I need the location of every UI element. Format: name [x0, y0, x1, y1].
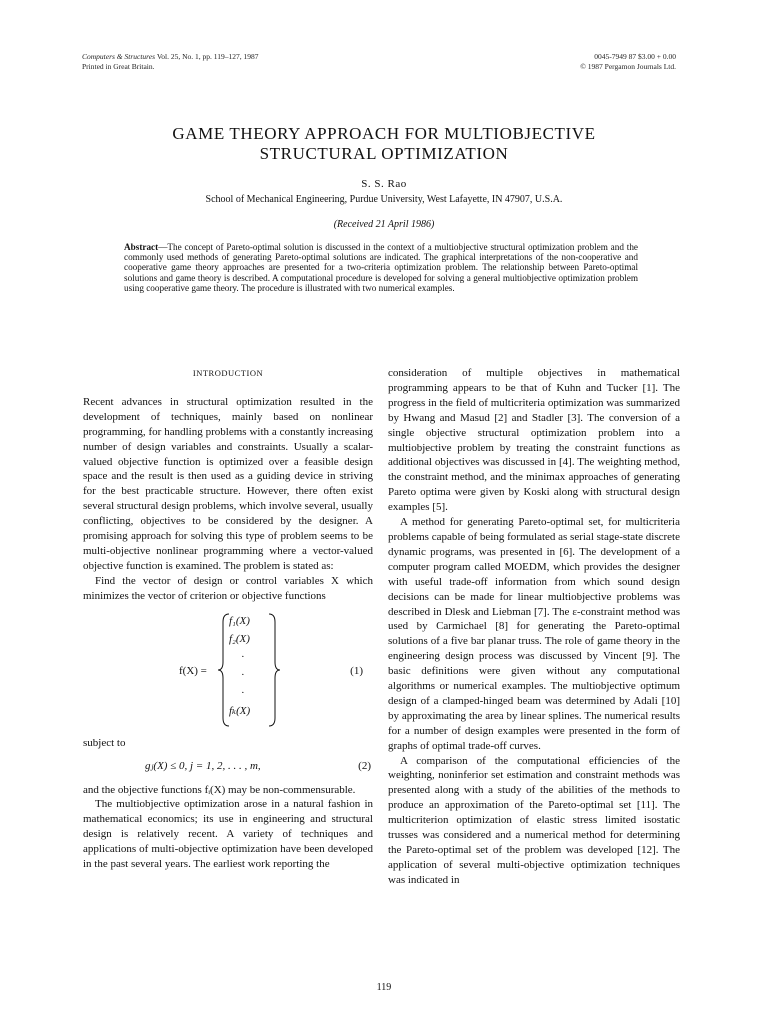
left-paragraph-3: and the objective functions fᵢ(X) may be non-commensurable. [83, 783, 356, 796]
printed-note: Printed in Great Britain. [82, 61, 155, 71]
received-text: (Received 21 April 1986) [333, 219, 435, 230]
equation-1-vector [229, 614, 265, 718]
paper-title [0, 124, 768, 164]
right-paragraph-3: A comparison of the computational efficiencies of the weighting, noninferior set estimation and constraint methods was presented along with a study of the abilities of the methods to produce an approximation of the Pareto-optimal set [11]. The multicriterion optimization of elastic stress limited isostatic trusses was considered and a numerical method for determining the Pareto-optimal set of the problem was developed [12]. The application of several multi-objective optimization techniques was indicated in [388, 754, 680, 886]
left-paragraph-2: Find the vector of design or control variables X which minimizes the vector of criterion or objective functions [83, 574, 373, 602]
vector-entry-2: f₂(X) [229, 632, 250, 645]
right-paragraph-1: consideration of multiple objectives in mathematical programming appears to be that of Kuhn and Tucker [1]. The progress in the field of multicriteria optimization was summarized by Hwang and Masud [2] and Stadler [3]. The conversion of a single objective structural optimization problem into a multiobjective problem by treating the constraint functions as additional objectives was discussed in [4]. The weighting method, the constraint method, and the minimax approaches of generating Pareto optima were given by Koski along with structural design examples [5]. [388, 367, 680, 514]
abstract-text: —The concept of Pareto-optimal solution is discussed in the context of a multiobjective structural optimization problem and the commonly used methods of generating Pareto-optimal solutions are indicated. The graphical interpretations of the non-cooperative and cooperative game theory approaches are presented for a two-criteria optimization problem. The relationship between Pareto-optimal solutions and game theory is described. A computational procedure is developed for solving a general multiobjective optimization problem using cooperative game theory. The procedure is illustrated with two numerical examples. [124, 242, 638, 293]
equation-2-number: (2) [358, 759, 371, 772]
equation-2-text: gⱼ(X) ≤ 0, j = 1, 2, . . . , m, [145, 759, 261, 772]
title-line-1: GAME THEORY APPROACH FOR MULTIOBJECTIVE [172, 124, 596, 143]
equation-1-number: (1) [350, 664, 363, 677]
subject-to-label: subject to [83, 736, 126, 749]
author-affiliation: School of Mechanical Engineering, Purdue University, West Lafayette, IN 47907, U.S.A. [205, 194, 563, 205]
equation-1 [83, 612, 373, 730]
equation-2-body [145, 759, 261, 774]
page-number: 119 [376, 982, 392, 993]
right-paragraph-2: A method for generating Pareto-optimal set, for multicriteria problems capable of being formulated as serial stage-state discrete dynamic programs, was presented in [6]. The development of a computer program called MOEDM, which provides the designer with useful trade-off information from which sound design decisions can be made for linear multiobjective problems was described in Dlesk and Liebman [7]. The ε-constraint method was used by Carmichael [8] for generating the Pareto-optimal solutions of a five bar planar truss. The role of game theory in the engineering design process was discussed by Vincent [9]. The basic definitions were given without any computational algorithms or numerical examples. The multiobjective optimum design of a clamped-hinged beam was determined by Adali [10] by approximating the area by linear splines. The numerical results for a number of design examples were presented in the form of graphs of optimal trade-off curves. [388, 516, 680, 752]
vector-entry-4: · [241, 668, 245, 681]
abstract [124, 242, 638, 293]
journal-header-left [82, 52, 258, 71]
vector-entry-1: f₁(X) [229, 614, 250, 627]
left-column [83, 366, 373, 872]
left-paragraph-1: Recent advances in structural optimization resulted in the development of techniques, mainly based on nonlinear programming, for handling problems with a constantly increasing number of design variables and constraints. Usually a scalar-valued objective function is optimized over a feasible design space and the result is then used as a guiding device in striving for the best practicable structure. However, there often exist several structural design problems, which involve several, usually conflicting, objectives to be considered by the designer. A promising approach for solving this type of problem seems to be multi-objective nonlinear programming where a vector-valued objective function is examined. The problem is stated as: [83, 395, 373, 572]
equation-2 [83, 757, 373, 779]
received-date [0, 219, 768, 230]
abstract-label: Abstract [124, 242, 159, 252]
left-paragraph-4: The multiobjective optimization arose in a natural fashion in mathematical economics; its use in engineering and structural design is relatively recent. A variety of techniques and applications of multi-objective optimization have been developed in the past several years. The earliest work reporting the [83, 798, 373, 871]
journal-name: Computers & Structures [82, 52, 156, 61]
vector-entry-6: fₖ(X) [229, 704, 251, 717]
section-heading-introduction: INTRODUCTION [192, 368, 264, 378]
title-line-2: STRUCTURAL OPTIMIZATION [259, 144, 509, 163]
right-column [388, 366, 680, 888]
journal-header-right [580, 52, 676, 71]
copyright-note: © 1987 Pergamon Journals Ltd. [580, 61, 676, 71]
vector-entry-5: · [241, 686, 245, 699]
issn-code: 0045-7949 87 $3.00 + 0.00 [594, 52, 676, 61]
right-brace-icon [267, 612, 281, 728]
author-name: S. S. Rao [361, 178, 407, 190]
journal-citation: Vol. 25, No. 1, pp. 119–127, 1987 [156, 52, 259, 61]
vector-entry-3: · [241, 650, 245, 663]
equation-1-lhs: f(X) = [179, 664, 207, 677]
